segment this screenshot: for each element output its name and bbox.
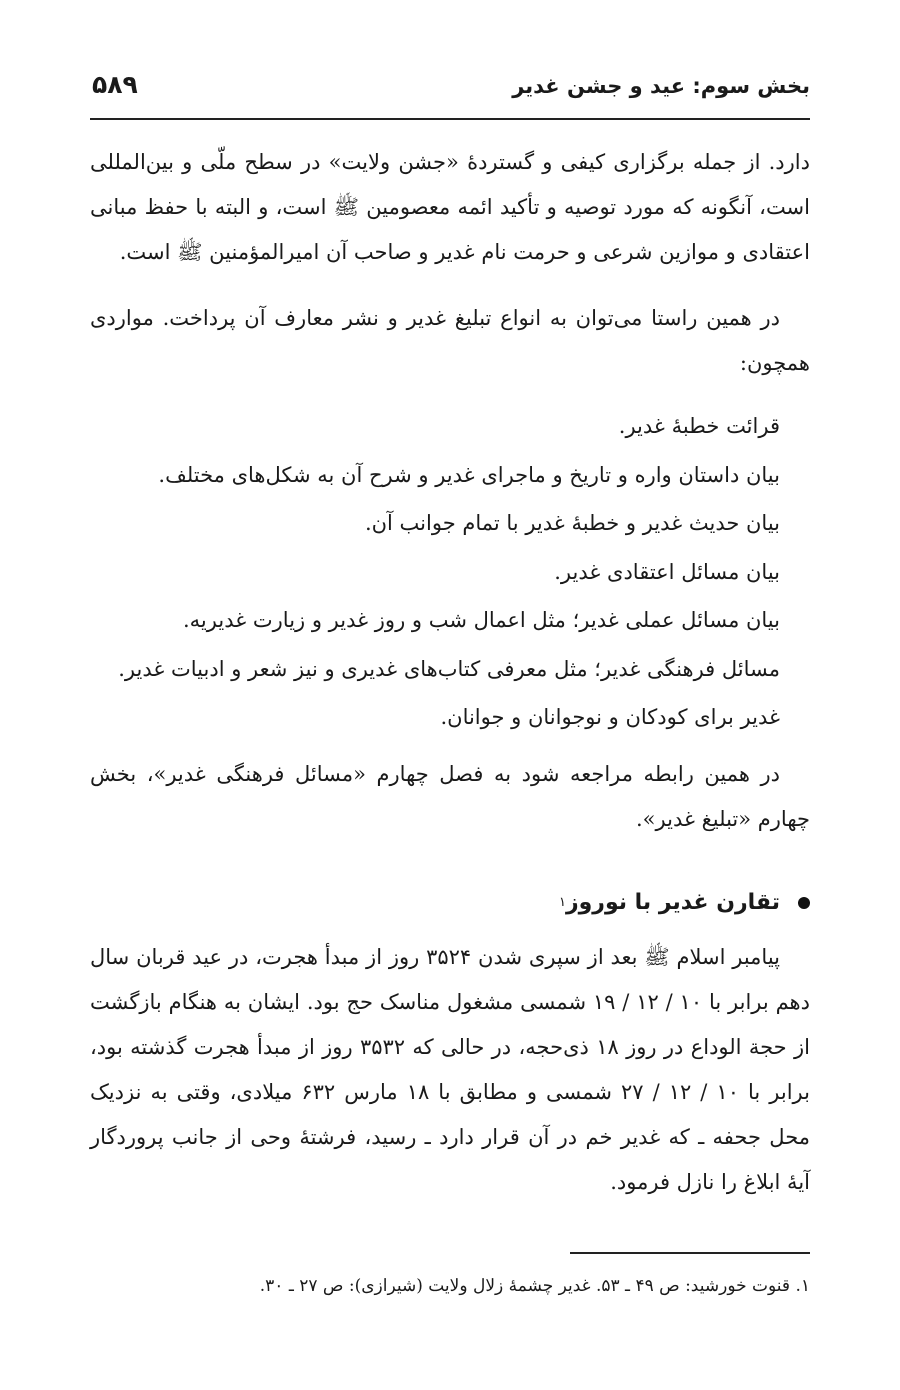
footnote-marker: ۱ <box>558 895 566 910</box>
paragraph-nowruz: پیامبر اسلام ﷺ بعد از سپری شدن ۳۵۲۴ روز از مبدأ هجرت، در عید قربان سال دهم برابر با ۱۰ / ۱۲ / ۱۹ شمسی مشغول مناسک حج بود. ایشان به هنگام بازگشت از حجة الوداع در روز ۱۸ ذی‌حجه، در حالی که ۳۵۳۲ روز از مبدأ هجرت گذشته بود، برابر با ۱۰ / ۱۲ / ۲۷ شمسی و مطابق با ۱۸ مارس ۶۳۲ میلادی، وقتی به نزدیک محل جحفه ـ که غدیر خم در آن قرار دارد ـ رسید، فرشتۀ وحی از جانب پروردگار آیۀ ابلاغ را نازل فرمود. <box>90 945 810 1194</box>
paragraph-reference: در همین رابطه مراجعه شود به فصل چهارم «مسائل فرهنگی غدیر»، بخش چهارم «تبلیغ غدیر». <box>90 762 810 831</box>
section-heading-text: تقارن غدیر با نوروز <box>565 890 780 915</box>
paragraph-intro-list: در همین راستا می‌توان به انواع تبلیغ غدیر و نشر معارف آن پرداخت. مواردی همچون: <box>90 306 810 375</box>
footnote-divider <box>570 1252 810 1254</box>
list-item: بیان مسائل اعتقادی غدیر. <box>554 559 780 584</box>
list-item: غدیر برای کودکان و نوجوانان و جوانان. <box>440 705 780 729</box>
paragraph-continuation: دارد. از جمله برگزاری کیفی و گستردۀ «جشن ولایت» در سطح ملّی و بین‌المللی است، آنگونه که مورد توصیه و تأکید ائمه معصومین ﷺ است، و البته با حفظ مبانی اعتقادی و موازین شرعی و حرمت نام غدیر و صاحب آن امیرالمؤمنین ﷺ است. <box>90 150 810 264</box>
page-number: ۵۸۹ <box>92 70 138 99</box>
page-header <box>90 70 810 120</box>
list-item: بیان مسائل عملی غدیر؛ مثل اعمال شب و روز غدیر و زیارت غدیریه. <box>183 608 780 632</box>
bullet-icon <box>798 897 810 909</box>
list-item: قرائت خطبۀ غدیر. <box>618 414 780 438</box>
list-item: بیان حدیث غدیر و خطبۀ غدیر با تمام جوانب آن. <box>364 511 780 535</box>
section-heading <box>559 890 810 915</box>
running-header-title: بخش سوم: عید و جشن غدیر <box>512 74 810 98</box>
list-item: مسائل فرهنگی غدیر؛ مثل معرفی کتاب‌های غدیری و نیز شعر و ادبیات غدیر. <box>118 656 780 681</box>
tabligh-list <box>90 402 780 742</box>
footnote-text: ۱. قنوت خورشید: ص ۴۹ ـ ۵۳. غدیر چشمۀ زلال ولایت (شیرازی): ص ۲۷ ـ ۳۰. <box>259 1276 810 1296</box>
list-item: بیان داستان واره و تاریخ و ماجرای غدیر و شرح آن به شکل‌های مختلف. <box>158 462 780 487</box>
